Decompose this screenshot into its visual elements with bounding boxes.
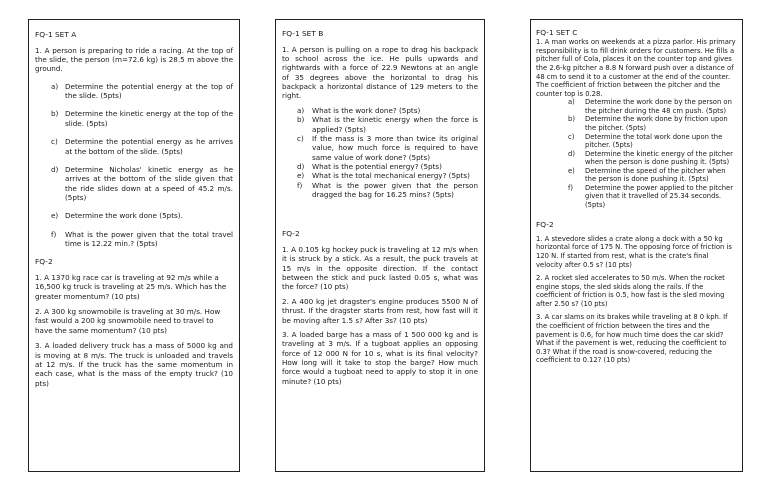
set-c-sub-f: f) Determine the power applied to the pitcher given that it travelled of 25.34 seconds. (5pts) (568, 183, 733, 210)
set-a-q1-text: 1. A person is preparing to ride a racing. At the top of the slide, the person (m=72.6 kg) is 28.5 m above the ground. (35, 45, 233, 74)
set-c-sub-b: b) Determine the work done by friction upon the pitcher. (5pts) (568, 115, 728, 132)
set-c-fq2-item-1: 1. A stevedore slides a crate along a dock with a 50 kg horizontal force of 175 N. The opposing force of friction is 120 N. If started from rest, what is the crate's final velocity after 0.5 s? (10 pts) (536, 234, 732, 269)
worksheet-set-b (275, 19, 485, 472)
set-a-sub-a: a) Determine the potential energy at the top of the slide. (5pts) (51, 81, 233, 101)
set-c-subquestions (536, 98, 737, 209)
set-a-sub-e: e) Determine the work done (5pts). (51, 211, 183, 221)
set-b-fq2-item-2: 2. A 400 kg jet dragster's engine produces 5500 N of thrust. If the dragster starts from rest, how fast will it be moving after 1.5 s? After 3s? (10 pts) (282, 296, 478, 325)
set-b-sub-d: d) What is the potential energy? (5pts) (297, 161, 442, 171)
set-a-subquestions (35, 82, 233, 249)
set-c-fq2-item-3: 3. A car slams on its brakes while traveling at 8 0 kph. If the coefficient of friction between the tires and the pavement is 0.6, for how much time does the car skid? What if the pavement is wet, reducing the coefficient to 0.3? What if the road is snow-covered, reducing the coefficient to 0.12? (10 pts) (536, 313, 728, 365)
set-a-sub-c: c) Determine the potential energy as he arrives at the bottom of the slide. (5pts) (51, 137, 233, 156)
set-b-sub-b: b) What is the kinetic energy when the force is applied? (5pts) (297, 115, 478, 134)
set-c-sub-a: a) Determine the work done by the person on the pitcher during the 48 cm push. (5pts) (568, 98, 732, 115)
set-b-fq2-item-3: 3. A loaded barge has a mass of 1 500 000 kg and is traveling at 3 m/s. If a tugboat applies an opposing force of 12 000 N for 10 s, what is its final velocity? How long will it take to stop the barge? How much force would a tugboat need to apply to stop it in one minute? (10 pts) (282, 329, 478, 386)
set-b-sub-f: f) What is the power given that the person dragged the bag for 16.25 mins? (5pts) (297, 180, 478, 200)
set-b-fq2-heading: FQ-2 (282, 229, 300, 239)
set-a-fq2-item-3: 3. A loaded delivery truck has a mass of 5000 kg and is moving at 8 m/s. The truck is unloaded and travels at 12 m/s. If the truck has the same momentum in each case, what is the mass of the empty truck? (10 pts) (35, 341, 233, 388)
set-c-sub-d: d) Determine the kinetic energy of the pitcher when the person is done pushing it. (5pts) (568, 149, 733, 167)
set-b-subquestions (282, 106, 478, 200)
set-b-q1-text: 1. A person is pulling on a rope to drag his backpack to school across the ice. He pulls upwards and rightwards with a force of 22.9 Newtons at an angle of 35 degrees above the horizontal to drag his backpack a horizontal distance of 129 meters to the right. (282, 44, 478, 101)
set-a-fq2-heading: FQ-2 (35, 257, 53, 267)
worksheet-set-c (530, 19, 743, 472)
set-a-sub-d: d) Determine Nicholas' kinetic energy as he arrives at the bottom of the slide given that the ride slides down at a speed of 45.2 m/s. (5pts) (51, 164, 233, 202)
set-a-fq2-item-2: 2. A 300 kg snowmobile is traveling at 30 m/s. How fast would a 200 kg snowmobile need to travel to have the same momentum? (10 pts) (35, 307, 221, 335)
set-c-fq2-heading: FQ-2 (536, 219, 554, 229)
set-c-sub-c: c) Determine the total work done upon the pitcher. (5pts) (568, 132, 723, 150)
set-c-sub-e: e) Determine the speed of the pitcher when the person is done pushing it. (5pts) (568, 166, 726, 184)
set-b-title: FQ-1 SET B (282, 29, 324, 38)
set-a-fq2-item-1: 1. A 1370 kg race car is traveling at 92 m/s while a 16,500 kg truck is traveling at 25 m/s. Which has the greater momentum? (10 pts) (35, 273, 227, 301)
set-a-sub-f: f) What is the power given that the total travel time is 12.22 min.? (5pts) (51, 229, 233, 249)
set-a-sub-b: b) Determine the kinetic energy at the top of the slide. (5pts) (51, 109, 233, 128)
set-b-sub-c: c) If the mass is 3 more than twice its original value, how much force is required to have same value of work done? (5pts) (297, 133, 478, 162)
set-b-sub-a: a) What is the work done? (5pts) (297, 105, 421, 115)
set-c-q1-text: 1. A man works on weekends at a pizza parlor. His primary responsibility is to fill drink orders for customers. He fills a pitcher full of Cola, places it on the counter top and gives the 2.6-kg pitcher a 8.8 N forward push over a distance of 48 cm to send it to a customer at the end of the counter. The coefficient of friction between the pitcher and the counter top is 0.28. (536, 38, 736, 98)
worksheet-set-a (28, 19, 240, 472)
set-a-title: FQ-1 SET A (35, 30, 77, 39)
set-b-sub-e: e) What is the total mechanical energy? (5pts) (297, 171, 470, 181)
set-c-title: FQ-1 SET C (536, 28, 578, 37)
set-c-fq2-item-2: 2. A rocket sled accelerates to 50 m/s. When the rocket engine stops, the sled skids along the rails. If the coefficient of friction is 0.5, how fast is the sled moving after 2.50 s? (10 pts) (536, 274, 725, 308)
set-b-fq2-item-1: 1. A 0.105 kg hockey puck is traveling at 12 m/s when it is struck by a stick. As a result, the puck travels at 15 m/s in the opposite direction. If the contact between the stick and puck lasted 0.05 s, what was the force? (10 pts) (282, 245, 478, 292)
